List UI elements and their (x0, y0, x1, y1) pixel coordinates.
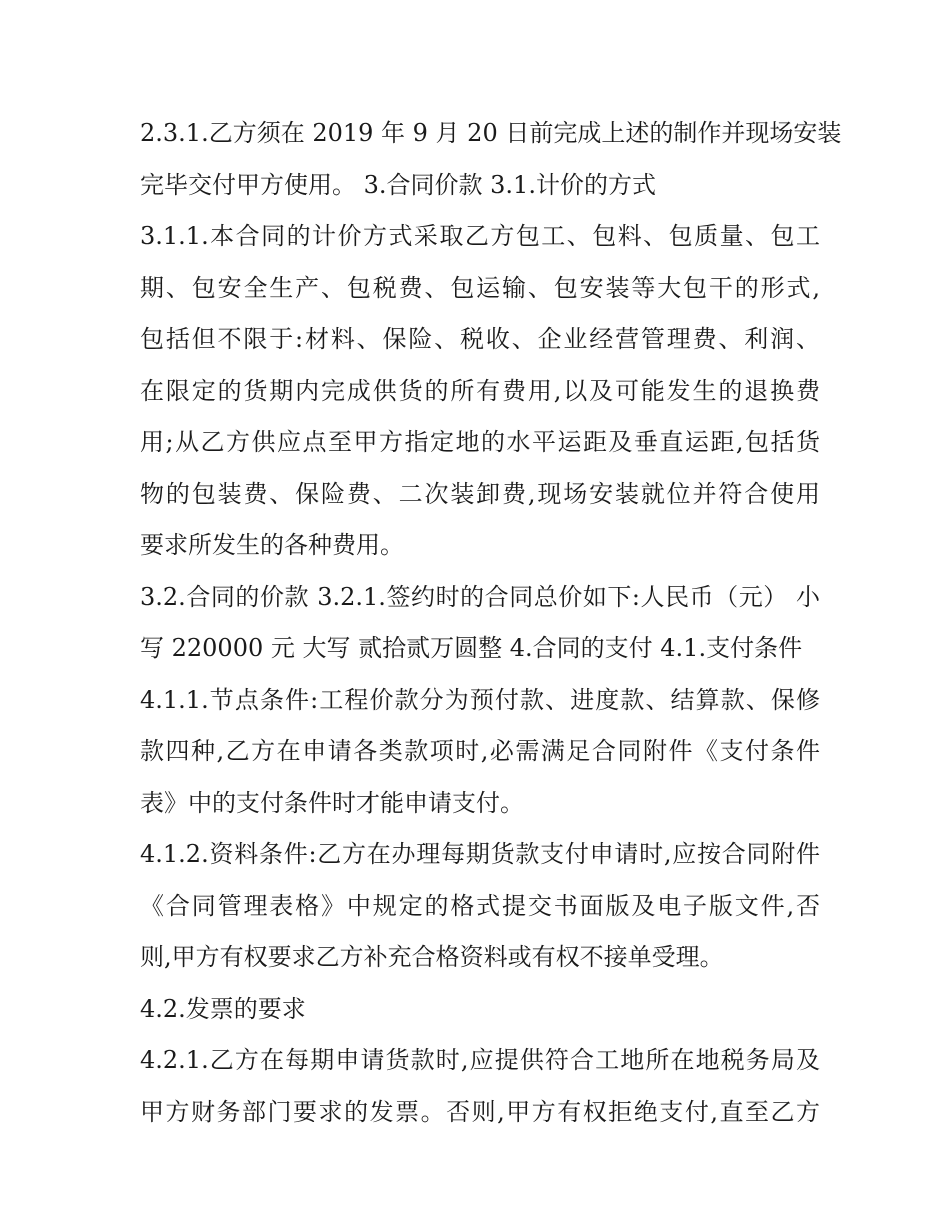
text-line: 期、包安全生产、包税费、包运输、包安装等大包干的形式, (140, 273, 820, 302)
text-line: 要求所发生的各种费用。 (140, 531, 404, 559)
text-line: 包括但不限于:材料、保险、税收、企业经营管理费、利润、 (140, 325, 820, 353)
text-line: 则,甲方有权要求乙方补充合格资料或有权不接单受理。 (140, 943, 724, 971)
text-line: 《合同管理表格》中规定的格式提交书面版及电子版文件,否 (140, 891, 820, 920)
document-body (140, 108, 842, 1138)
text-line: 在限定的货期内完成供货的所有费用,以及可能发生的退换费 (140, 376, 820, 405)
text-line: 表》中的支付条件时才能申请支付。 (140, 788, 524, 817)
text-line: 物的包装费、保险费、二次装卸费,现场安装就位并符合使用 (140, 479, 820, 508)
text-line: 3.2.合同的价款 3.2.1.签约时的合同总价如下:人民币（元） 小 (140, 582, 820, 611)
text-line: 2.3.1.乙方须在 2019 年 9 月 20 日前完成上述的制作并现场安装 (140, 119, 842, 147)
text-line: 用;从乙方供应点至甲方指定地的水平运距及垂直运距,包括货 (140, 428, 820, 456)
text-line: 款四种,乙方在申请各类款项时,必需满足合同附件《支付条件 (140, 737, 820, 765)
text-line: 4.2.1.乙方在每期申请货款时,应提供符合工地所在地税务局及 (140, 1046, 820, 1074)
text-line: 甲方财务部门要求的发票。否则,甲方有权拒绝支付,直至乙方 (140, 1097, 820, 1126)
text-line: 写 220000 元 大写 贰拾贰万圆整 4.合同的支付 4.1.支付条件 (140, 634, 803, 662)
text-line: 4.2.发票的要求 (140, 994, 306, 1023)
text-line: 4.1.2.资料条件:乙方在办理每期货款支付申请时,应按合同附件 (140, 840, 820, 868)
text-line: 4.1.1.节点条件:工程价款分为预付款、进度款、结算款、保修 (140, 685, 820, 714)
text-line: 完毕交付甲方使用。 3.合同价款 3.1.计价的方式 (140, 170, 656, 199)
text-line: 3.1.1.本合同的计价方式采取乙方包工、包料、包质量、包工 (140, 222, 820, 250)
